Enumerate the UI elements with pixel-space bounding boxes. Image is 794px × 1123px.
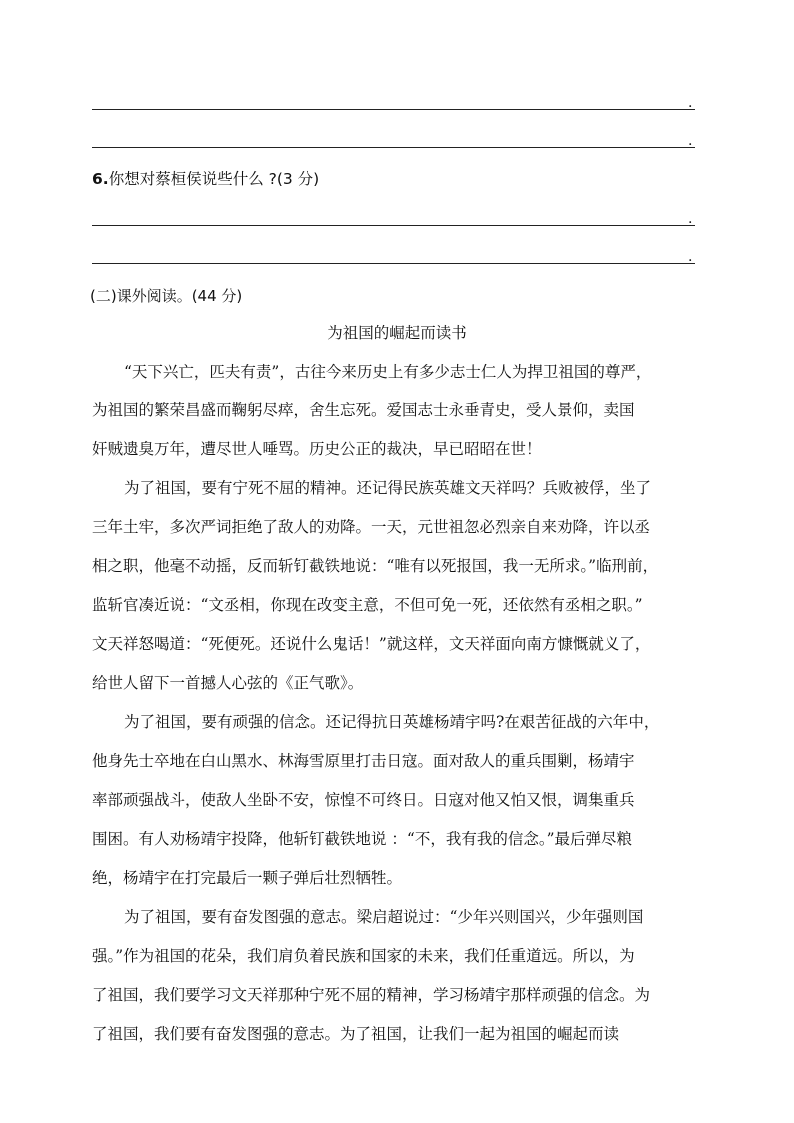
question-number: 6. (92, 170, 109, 188)
answer-line-end-dot: . (688, 95, 693, 111)
article-line: 文天祥怒喝道：“死便死。还说什么鬼话！”就这样，文天祥面向南方慷慨就义了， (92, 635, 651, 653)
answer-line-end-dot: . (688, 133, 693, 149)
article-line: “天下兴亡，匹夫有责”，古往今来历史上有多少志士仁人为捍卫祖国的尊严， (124, 363, 652, 381)
article-line: 率部顽强战斗，使敌人坐卧不安，惊惶不可终日。日寇对他又怕又恨，调集重兵 (92, 791, 635, 809)
article-line: 为祖国的繁荣昌盛而鞠躬尽瘁，舍生忘死。爱国志士永垂青史，受人景仰，卖国 (92, 401, 635, 419)
article-line: 三年土牢，多次严词拒绝了敌人的劝降。一天，元世祖忽必烈亲自来劝降，许以丞 (92, 518, 651, 536)
answer-line-end-dot: . (688, 249, 693, 265)
article-line: 相之职，他毫不动摇，反而斩钉截铁地说：“唯有以死报国，我一无所求。”临刑前， (92, 557, 659, 575)
article-line: 为了祖国，要有顽强的信念。还记得抗日英雄杨靖宇吗?在艰苦征战的六年中， (124, 713, 660, 731)
article-line: 为了祖国，要有宁死不屈的精神。还记得民族英雄文天祥吗？兵败被俘，坐了 (124, 479, 652, 497)
article-line: 强。”作为祖国的花朵，我们肩负着民族和国家的未来，我们任重道远。所以，为 (92, 947, 635, 965)
question-6 (92, 168, 319, 190)
article-line: 监斩官凑近说：“文丞相，你现在改变主意，不但可免一死，还依然有丞相之职。” (92, 596, 643, 614)
article-line: 给世人留下一首撼人心弦的《正气歌》。 (92, 674, 364, 692)
article-line: 了祖国，我们要有奋发图强的意志。为了祖国，让我们一起为祖国的崛起而读 (92, 1025, 620, 1043)
answer-line-3[interactable] (92, 225, 695, 226)
article-line: 绝，杨靖宇在打完最后一颗子弹后壮烈牺牲。 (92, 869, 403, 887)
article-line: 了祖国，我们要学习文天祥那种宁死不屈的精神，学习杨靖宇那样顽强的信念。为 (92, 986, 651, 1004)
answer-line-4[interactable] (92, 263, 695, 264)
answer-line-1[interactable] (92, 109, 695, 110)
question-text: 你想对蔡桓侯说些什么 ?(3 分) (108, 170, 320, 188)
article-line: 奸贼遗臭万年，遭尽世人唾骂。历史公正的裁决，早已昭昭在世！ (92, 440, 542, 458)
answer-line-2[interactable] (92, 147, 695, 148)
article-title: 为祖国的崛起而读书 (327, 324, 467, 342)
section-heading: (二)课外阅读。(44 分) (90, 287, 243, 305)
article-line: 围困。有人劝杨靖宇投降，他斩钉截铁地说 ：“不，我有我的信念。”最后弹尽粮 (92, 830, 633, 848)
article-line: 为了祖国，要有奋发图强的意志。梁启超说过：“少年兴则国兴，少年强则国 (124, 908, 644, 926)
article-line: 他身先士卒地在白山黑水、林海雪原里打击日寇。面对敌人的重兵围剿，杨靖宇 (92, 752, 635, 770)
answer-line-end-dot: . (688, 211, 693, 227)
